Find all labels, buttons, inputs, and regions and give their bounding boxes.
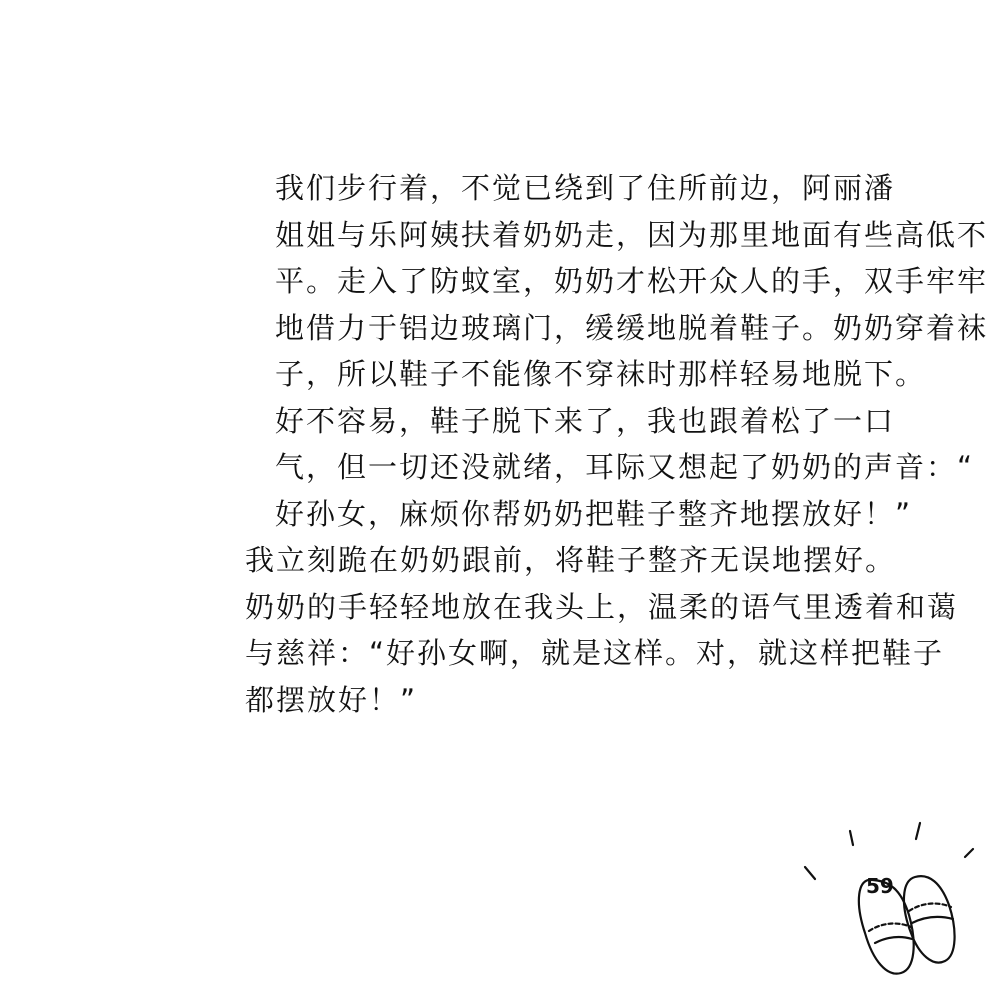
text-line: 与慈祥：“好孙女啊，就是这样。对，就这样把鞋子: [245, 636, 945, 670]
text-line: 好不容易，鞋子脱下来了，我也跟着松了一口: [275, 403, 896, 438]
paragraph-2: [175, 398, 975, 538]
paragraph-1: [175, 165, 989, 398]
paragraph-3: [175, 537, 959, 723]
slippers-icon: [795, 815, 985, 995]
text-line: 气，但一切还没就绪，耳际又想起了奶奶的声音：“: [275, 450, 975, 484]
text-line: 地借力于铝边玻璃门，缓缓地脱着鞋子。奶奶穿着袜: [275, 310, 989, 345]
text-line: 我们步行着，不觉已绕到了住所前边，阿丽潘: [275, 171, 896, 205]
page-number: 59: [866, 874, 894, 898]
text-line: 奶奶的手轻轻地放在我头上，温柔的语气里透着和蔼: [245, 589, 959, 624]
text-line: 我立刻跪在奶奶跟前，将鞋子整齐无误地摆好。: [245, 543, 897, 577]
text-line: 平。走入了防蚊室，奶奶才松开众人的手，双手牢牢: [275, 264, 989, 298]
text-line: 好孙女，麻烦你帮奶奶把鞋子整齐地摆放好！”: [275, 496, 913, 531]
story-text: [175, 165, 989, 723]
text-line: 都摆放好！”: [245, 682, 418, 717]
text-line: 子，所以鞋子不能像不穿袜时那样轻易地脱下。: [275, 357, 927, 391]
text-line: 姐姐与乐阿姨扶着奶奶走，因为那里地面有些高低不: [275, 217, 989, 252]
